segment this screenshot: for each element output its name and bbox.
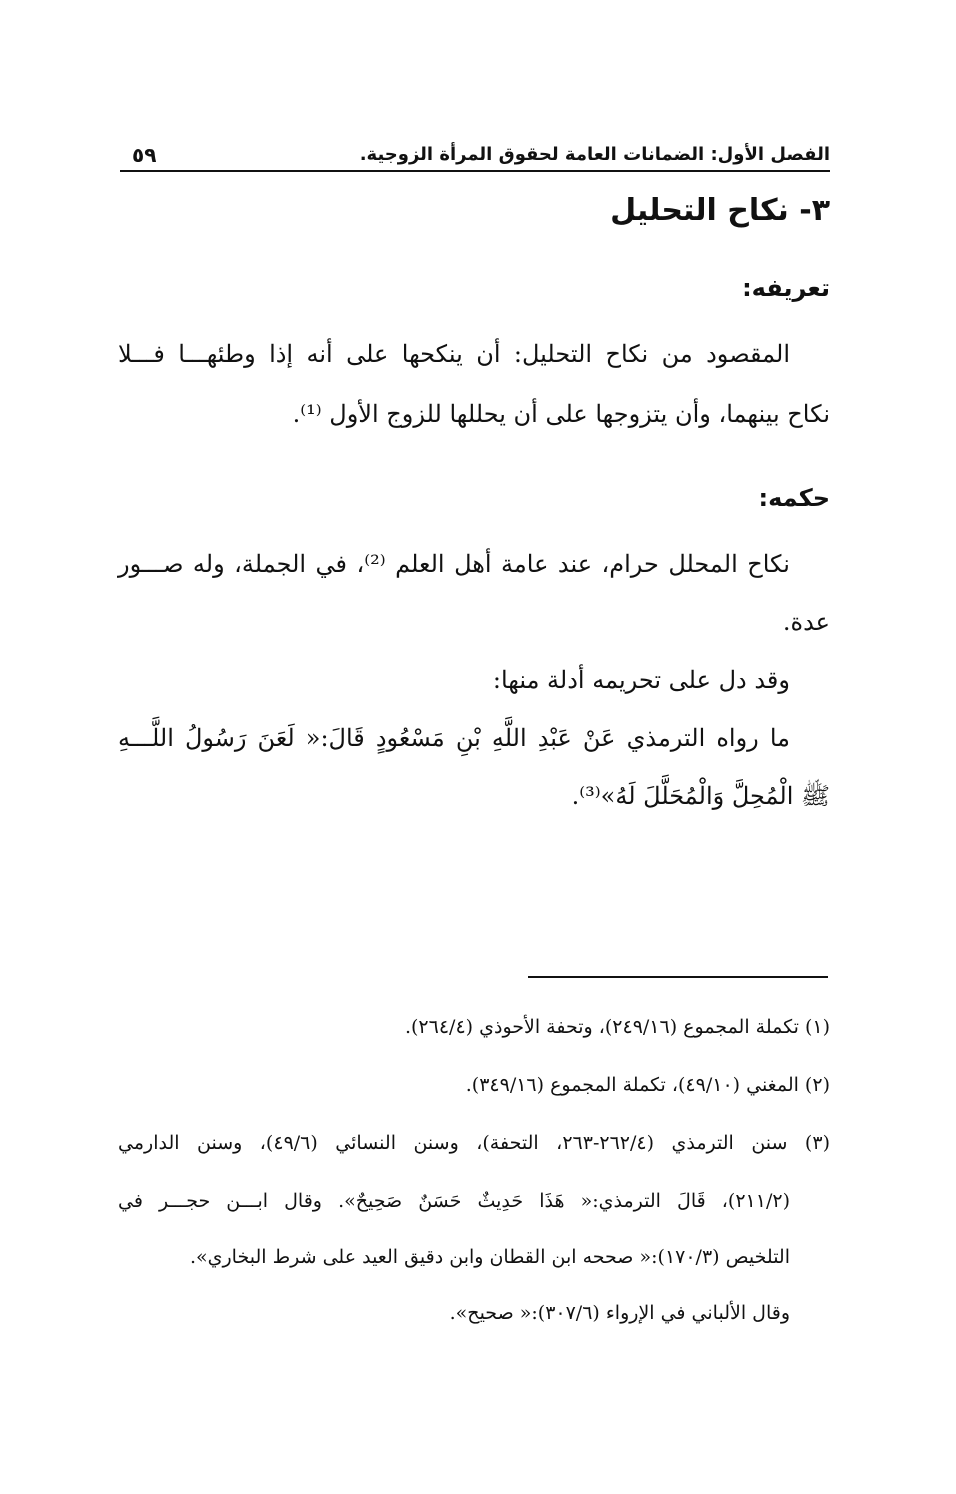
- footnote-separator: [528, 976, 828, 978]
- ruling-line: نكاح المحلل حرام، عند عامة أهل العلم ⁽²⁾، في الجملة، وله صـــور: [118, 550, 790, 578]
- running-header: [120, 140, 830, 172]
- hadith-line: ما رواه الترمذي عَنْ عَبْدِ اللَّهِ بْنِ مَسْعُودٍ قَالَ:« لَعَنَ رَسُولُ اللَّـــهِ: [118, 724, 790, 752]
- definition-line: نكاح بينهما، وأن يتزوجها على أن يحللها للزوج الأول ⁽¹⁾.: [292, 400, 830, 428]
- footnote-1: (١) تكملة المجموع (٢٤٩/١٦)، وتحفة الأحوذي (٢٦٤/٤).: [404, 1016, 830, 1038]
- page-number: ٥٩: [132, 143, 157, 167]
- chapter-title: الفصل الأول: الضمانات العامة لحقوق المرأة الزوجية.: [359, 144, 830, 165]
- section-title: ٣- نكاح التحليل: [610, 193, 830, 228]
- footnote-3-continuation: وقال الألباني في الإرواء (٣٠٧/٦):« صحيح».: [449, 1302, 790, 1324]
- ruling-line: عدة.: [782, 608, 830, 636]
- footnote-3-continuation: التلخيص (١٧٠/٣):« صححه ابن القطان وابن دقيق العيد على شرط البخاري».: [189, 1246, 790, 1268]
- footnote-3-continuation: (٢١١/٢)، قَالَ الترمذي:« هَذَا حَدِيثٌ حَسَنٌ صَحِيحٌ». وقال ابـــن حجـــر في: [118, 1190, 790, 1212]
- definition-line: المقصود من نكاح التحليل: أن ينكحها على أنه إذا وطئهـــا فـــلا: [118, 340, 790, 368]
- hadith-line: ﷺ الْمُحِلَّ وَالْمُحَلَّلَ لَهُ»⁽³⁾.: [571, 782, 830, 810]
- ruling-line: وقد دل على تحريمه أدلة منها:: [492, 666, 790, 694]
- ruling-heading: حكمه:: [758, 484, 830, 512]
- definition-heading: تعريفه:: [742, 274, 830, 302]
- footnote-3: (٣) سنن الترمذي (٢٦٢/٤-٢٦٣، التحفة)، وسنن النسائي (٤٩/٦)، وسنن الدارمي: [118, 1132, 830, 1154]
- footnote-2: (٢) المغني (٤٩/١٠)، تكملة المجموع (٣٤٩/١٦).: [465, 1074, 830, 1096]
